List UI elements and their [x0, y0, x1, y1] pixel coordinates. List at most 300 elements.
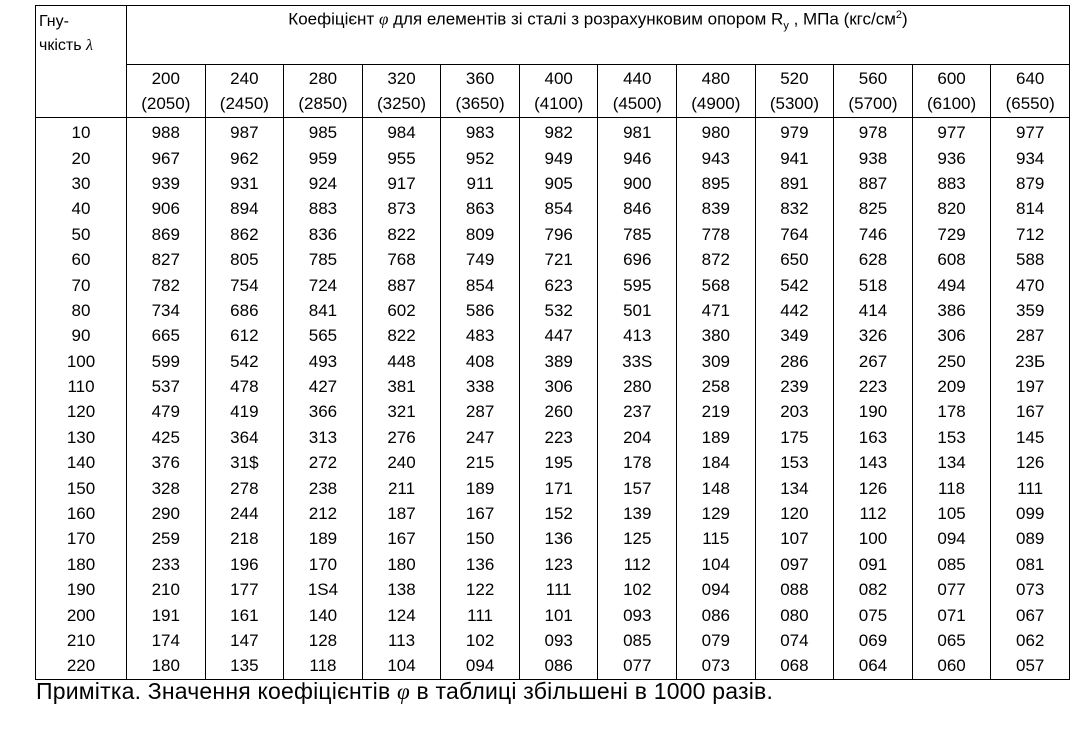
coefficient-cell: 931: [205, 171, 284, 196]
coefficient-cell: 104: [362, 653, 441, 679]
column-header-mpa: 280: [308, 69, 338, 88]
coefficient-cell: 413: [598, 323, 677, 348]
coefficient-cell: 259: [127, 526, 206, 551]
coefficient-cell: 809: [441, 222, 520, 247]
coefficient-cell: 094: [441, 653, 520, 679]
coefficient-cell: 240: [362, 450, 441, 475]
coefficient-cell: 872: [677, 247, 756, 272]
coefficient-cell: 917: [362, 171, 441, 196]
coefficient-cell: 153: [755, 450, 834, 475]
coefficient-cell: 854: [441, 272, 520, 297]
coefficient-cell: 980: [677, 118, 756, 146]
coefficient-cell: 879: [991, 171, 1070, 196]
coefficient-cell: 163: [834, 425, 913, 450]
coefficient-cell: 290: [127, 501, 206, 526]
slenderness-header-line1: Гну-: [39, 13, 69, 30]
coefficient-cell: 112: [598, 552, 677, 577]
column-header: [912, 65, 991, 118]
slenderness-cell: 40: [36, 196, 127, 221]
coefficient-cell: 237: [598, 399, 677, 424]
coefficient-cell: 094: [677, 577, 756, 602]
coefficient-cell: 665: [127, 323, 206, 348]
coefficient-cell: 900: [598, 171, 677, 196]
coefficient-cell: 863: [441, 196, 520, 221]
coefficient-cell: 180: [362, 552, 441, 577]
coefficient-cell: 696: [598, 247, 677, 272]
coefficient-cell: 628: [834, 247, 913, 272]
coefficient-cell: 170: [284, 552, 363, 577]
coefficient-cell: 210: [127, 577, 206, 602]
column-header-mpa: 360: [465, 69, 495, 88]
coefficient-cell: 057: [991, 653, 1070, 679]
column-header-kgs: (4100): [534, 94, 584, 113]
coefficient-cell: 118: [284, 653, 363, 679]
coefficient-cell: 836: [284, 222, 363, 247]
column-header: [362, 65, 441, 118]
coefficient-cell: 887: [362, 272, 441, 297]
slenderness-cell: 80: [36, 298, 127, 323]
coefficient-cell: 080: [755, 602, 834, 627]
coefficient-cell: 586: [441, 298, 520, 323]
slenderness-cell: 170: [36, 526, 127, 551]
coefficient-cell: 978: [834, 118, 913, 146]
coefficient-cell: 941: [755, 145, 834, 170]
coefficient-cell: 612: [205, 323, 284, 348]
coefficient-cell: 215: [441, 450, 520, 475]
coefficient-cell: 189: [284, 526, 363, 551]
coefficient-cell: 359: [991, 298, 1070, 323]
coefficient-cell: 938: [834, 145, 913, 170]
coefficient-cell: 122: [441, 577, 520, 602]
column-header-kgs: (3650): [455, 94, 505, 113]
coefficient-cell: 099: [991, 501, 1070, 526]
coefficient-cell: 071: [912, 602, 991, 627]
column-header: [598, 65, 677, 118]
coefficient-cell: 157: [598, 475, 677, 500]
coefficient-cell: 081: [991, 552, 1070, 577]
coefficient-cell: 827: [127, 247, 206, 272]
title-part1: Коефіцієнт: [288, 9, 375, 29]
coefficient-cell: 785: [598, 222, 677, 247]
coefficient-cell: 328: [127, 475, 206, 500]
coefficient-cell: 313: [284, 425, 363, 450]
coefficient-cell: 123: [519, 552, 598, 577]
table-row: [36, 171, 1070, 196]
table-row: [36, 577, 1070, 602]
coefficient-cell: 211: [362, 475, 441, 500]
coefficient-cell: 785: [284, 247, 363, 272]
coefficient-cell: 724: [284, 272, 363, 297]
coefficient-cell: 148: [677, 475, 756, 500]
slenderness-cell: 210: [36, 628, 127, 653]
coefficient-cell: 854: [519, 196, 598, 221]
coefficient-cell: 067: [991, 602, 1070, 627]
coefficient-cell: 478: [205, 374, 284, 399]
table-row: [36, 552, 1070, 577]
coefficient-cell: 924: [284, 171, 363, 196]
coefficient-cell: 184: [677, 450, 756, 475]
coefficient-cell: 136: [441, 552, 520, 577]
coefficient-cell: 442: [755, 298, 834, 323]
coefficient-cell: 097: [755, 552, 834, 577]
coefficient-cell: 189: [677, 425, 756, 450]
coefficient-cell: 568: [677, 272, 756, 297]
coefficient-cell: 177: [205, 577, 284, 602]
table-row: [36, 222, 1070, 247]
coefficient-cell: 841: [284, 298, 363, 323]
coefficient-cell: 602: [362, 298, 441, 323]
coefficient-cell: 782: [127, 272, 206, 297]
coefficient-cell: 065: [912, 628, 991, 653]
coefficient-cell: 599: [127, 349, 206, 374]
title-part2: для елементів зі сталі з розрахунковим опором R: [393, 9, 784, 29]
coefficient-cell: 107: [755, 526, 834, 551]
table-row: [36, 272, 1070, 297]
coefficient-cell: 115: [677, 526, 756, 551]
coefficient-cell: 952: [441, 145, 520, 170]
slenderness-header-line2: чкість: [39, 37, 82, 54]
coefficient-cell: 532: [519, 298, 598, 323]
coefficient-cell: 260: [519, 399, 598, 424]
coefficient-cell: 883: [284, 196, 363, 221]
coefficient-cell: 105: [912, 501, 991, 526]
coefficient-cell: 967: [127, 145, 206, 170]
slenderness-cell: 20: [36, 145, 127, 170]
coefficient-cell: 088: [755, 577, 834, 602]
coefficient-cell: 814: [991, 196, 1070, 221]
coefficient-cell: 073: [677, 653, 756, 679]
title-part3: , МПа (кгс/см: [793, 9, 896, 29]
coefficient-cell: 887: [834, 171, 913, 196]
coefficient-cell: 111: [991, 475, 1070, 500]
slenderness-cell: 120: [36, 399, 127, 424]
coefficient-cell: 223: [519, 425, 598, 450]
column-header-kgs: (6550): [1005, 94, 1055, 113]
coefficient-cell: 167: [362, 526, 441, 551]
coefficient-cell: 734: [127, 298, 206, 323]
coefficient-cell: 171: [519, 475, 598, 500]
coefficient-cell: 267: [834, 349, 913, 374]
coefficient-cell: 33S: [598, 349, 677, 374]
coefficient-cell: 280: [598, 374, 677, 399]
coefficient-cell: 749: [441, 247, 520, 272]
coefficient-cell: 100: [834, 526, 913, 551]
coefficient-cell: 729: [912, 222, 991, 247]
column-header-mpa: 240: [230, 69, 259, 88]
coefficient-cell: 101: [519, 602, 598, 627]
coefficient-cell: 153: [912, 425, 991, 450]
coefficient-cell: 846: [598, 196, 677, 221]
coefficient-cell: 979: [755, 118, 834, 146]
slenderness-cell: 150: [36, 475, 127, 500]
coefficient-cell: 134: [912, 450, 991, 475]
coefficient-cell: 204: [598, 425, 677, 450]
coefficient-cell: 891: [755, 171, 834, 196]
coefficient-cell: 911: [441, 171, 520, 196]
column-header-mpa: 640: [1015, 69, 1045, 88]
table-body: [36, 118, 1070, 680]
coefficient-cell: 152: [519, 501, 598, 526]
coefficient-cell: 112: [834, 501, 913, 526]
column-header-mpa: 400: [544, 69, 573, 88]
column-header: [441, 65, 520, 118]
coefficient-cell: 988: [127, 118, 206, 146]
coefficient-cell: 650: [755, 247, 834, 272]
table-row: [36, 425, 1070, 450]
coefficient-cell: 104: [677, 552, 756, 577]
coefficient-cell: 832: [755, 196, 834, 221]
table-row: [36, 349, 1070, 374]
coefficient-cell: 386: [912, 298, 991, 323]
coefficient-cell: 089: [991, 526, 1070, 551]
coefficient-cell: 091: [834, 552, 913, 577]
coefficient-cell: 178: [912, 399, 991, 424]
coefficient-cell: 085: [598, 628, 677, 653]
table-row: [36, 298, 1070, 323]
column-header-mpa: 200: [151, 69, 180, 88]
coefficient-table-sheet: [35, 5, 1070, 680]
coefficient-cell: 079: [677, 628, 756, 653]
column-header: [519, 65, 598, 118]
coefficient-cell: 906: [127, 196, 206, 221]
slenderness-header: [36, 6, 127, 118]
coefficient-cell: 187: [362, 501, 441, 526]
coefficient-cell: 895: [677, 171, 756, 196]
column-header-mpa: 560: [858, 69, 888, 88]
coefficient-cell: 147: [205, 628, 284, 653]
coefficient-cell: 981: [598, 118, 677, 146]
coefficient-cell: 126: [834, 475, 913, 500]
note-text-after: в таблиці збільшені в 1000 разів.: [416, 678, 774, 704]
coefficient-cell: 197: [991, 374, 1070, 399]
coefficient-cell: 686: [205, 298, 284, 323]
coefficient-cell: 754: [205, 272, 284, 297]
coefficient-cell: 23Б: [991, 349, 1070, 374]
coefficient-cell: 093: [519, 628, 598, 653]
slenderness-cell: 60: [36, 247, 127, 272]
coefficient-table: [35, 5, 1070, 680]
column-header-kgs: (5300): [769, 94, 819, 113]
coefficient-cell: 238: [284, 475, 363, 500]
table-row: [36, 323, 1070, 348]
coefficient-cell: 203: [755, 399, 834, 424]
coefficient-cell: 321: [362, 399, 441, 424]
coefficient-cell: 129: [677, 501, 756, 526]
coefficient-cell: 825: [834, 196, 913, 221]
column-header: [991, 65, 1070, 118]
slenderness-cell: 90: [36, 323, 127, 348]
column-header-mpa: 320: [387, 69, 416, 88]
table-row: [36, 399, 1070, 424]
coefficient-cell: 414: [834, 298, 913, 323]
slenderness-cell: 190: [36, 577, 127, 602]
coefficient-cell: 174: [127, 628, 206, 653]
coefficient-cell: 862: [205, 222, 284, 247]
coefficient-cell: 712: [991, 222, 1070, 247]
coefficient-cell: 233: [127, 552, 206, 577]
coefficient-cell: 111: [441, 602, 520, 627]
coefficient-cell: 905: [519, 171, 598, 196]
coefficient-cell: 212: [284, 501, 363, 526]
coefficient-cell: 381: [362, 374, 441, 399]
coefficient-cell: 721: [519, 247, 598, 272]
coefficient-cell: 209: [912, 374, 991, 399]
column-header-mpa: 600: [937, 69, 966, 88]
title-part4: ): [902, 9, 908, 29]
note-text-before: Примітка. Значення коефіцієнтів: [36, 678, 391, 704]
coefficient-cell: 175: [755, 425, 834, 450]
coefficient-cell: 839: [677, 196, 756, 221]
coefficient-cell: 093: [598, 602, 677, 627]
coefficient-cell: 479: [127, 399, 206, 424]
coefficient-cell: 074: [755, 628, 834, 653]
coefficient-cell: 077: [598, 653, 677, 679]
coefficient-cell: 102: [598, 577, 677, 602]
slenderness-cell: 200: [36, 602, 127, 627]
coefficient-cell: 448: [362, 349, 441, 374]
coefficient-cell: 286: [755, 349, 834, 374]
coefficient-cell: 219: [677, 399, 756, 424]
column-header-mpa: 440: [623, 69, 652, 88]
coefficient-cell: 086: [519, 653, 598, 679]
slenderness-cell: 130: [36, 425, 127, 450]
coefficient-cell: 943: [677, 145, 756, 170]
coefficient-cell: 984: [362, 118, 441, 146]
coefficient-cell: 542: [205, 349, 284, 374]
slenderness-cell: 110: [36, 374, 127, 399]
coefficient-cell: 768: [362, 247, 441, 272]
column-header-kgs: (2850): [298, 94, 348, 113]
coefficient-cell: 326: [834, 323, 913, 348]
coefficient-cell: 494: [912, 272, 991, 297]
phi-symbol: φ: [378, 9, 389, 29]
coefficient-cell: 746: [834, 222, 913, 247]
slenderness-cell: 220: [36, 653, 127, 679]
coefficient-cell: 124: [362, 602, 441, 627]
coefficient-cell: 118: [912, 475, 991, 500]
coefficient-cell: 139: [598, 501, 677, 526]
coefficient-cell: 493: [284, 349, 363, 374]
slenderness-cell: 180: [36, 552, 127, 577]
column-header-kgs: (2450): [219, 94, 269, 113]
coefficient-cell: 796: [519, 222, 598, 247]
coefficient-cell: 239: [755, 374, 834, 399]
column-header: [205, 65, 284, 118]
coefficient-cell: 1S4: [284, 577, 363, 602]
slenderness-cell: 100: [36, 349, 127, 374]
coefficient-cell: 389: [519, 349, 598, 374]
coefficient-cell: 518: [834, 272, 913, 297]
coefficient-cell: 077: [912, 577, 991, 602]
coefficient-cell: 167: [991, 399, 1070, 424]
table-row: [36, 475, 1070, 500]
coefficient-cell: 977: [991, 118, 1070, 146]
coefficient-cell: 869: [127, 222, 206, 247]
coefficient-cell: 588: [991, 247, 1070, 272]
coefficient-cell: 471: [677, 298, 756, 323]
table-row: [36, 247, 1070, 272]
coefficient-cell: 136: [519, 526, 598, 551]
coefficient-cell: 778: [677, 222, 756, 247]
coefficient-cell: 447: [519, 323, 598, 348]
coefficient-cell: 218: [205, 526, 284, 551]
slenderness-cell: 160: [36, 501, 127, 526]
coefficient-cell: 196: [205, 552, 284, 577]
coefficient-cell: 276: [362, 425, 441, 450]
coefficient-cell: 073: [991, 577, 1070, 602]
coefficient-cell: 086: [677, 602, 756, 627]
note-phi-symbol: φ: [396, 679, 410, 704]
coefficient-cell: 140: [284, 602, 363, 627]
coefficient-cell: 31$: [205, 450, 284, 475]
coefficient-cell: 822: [362, 222, 441, 247]
coefficient-cell: 565: [284, 323, 363, 348]
coefficient-cell: 338: [441, 374, 520, 399]
coefficient-cell: 309: [677, 349, 756, 374]
table-row: [36, 628, 1070, 653]
coefficient-cell: 542: [755, 272, 834, 297]
column-header-mpa: 480: [701, 69, 731, 88]
table-row: [36, 526, 1070, 551]
coefficient-cell: 306: [519, 374, 598, 399]
coefficient-cell: 195: [519, 450, 598, 475]
coefficient-cell: 349: [755, 323, 834, 348]
coefficient-cell: 287: [441, 399, 520, 424]
column-header-kgs: (4500): [612, 94, 662, 113]
coefficient-cell: 145: [991, 425, 1070, 450]
coefficient-cell: 287: [991, 323, 1070, 348]
coefficient-cell: 939: [127, 171, 206, 196]
coefficient-cell: 959: [284, 145, 363, 170]
coefficient-cell: 062: [991, 628, 1070, 653]
table-row: [36, 374, 1070, 399]
coefficient-cell: 069: [834, 628, 913, 653]
column-header-kgs: (5700): [848, 94, 898, 113]
coefficient-cell: 113: [362, 628, 441, 653]
table-title: [127, 6, 1070, 65]
coefficient-cell: 982: [519, 118, 598, 146]
table-row: [36, 501, 1070, 526]
title-superscript: 2: [895, 9, 903, 21]
coefficient-cell: 985: [284, 118, 363, 146]
coefficient-cell: 977: [912, 118, 991, 146]
column-header-kgs: (3250): [376, 94, 427, 113]
coefficient-cell: 470: [991, 272, 1070, 297]
coefficient-cell: 764: [755, 222, 834, 247]
coefficient-cell: 250: [912, 349, 991, 374]
coefficient-cell: 258: [677, 374, 756, 399]
coefficient-cell: 936: [912, 145, 991, 170]
coefficient-cell: 501: [598, 298, 677, 323]
coefficient-cell: 125: [598, 526, 677, 551]
coefficient-cell: 134: [755, 475, 834, 500]
coefficient-cell: 983: [441, 118, 520, 146]
coefficient-cell: 608: [912, 247, 991, 272]
coefficient-cell: 068: [755, 653, 834, 679]
coefficient-cell: 272: [284, 450, 363, 475]
coefficient-cell: 060: [912, 653, 991, 679]
table-row: [36, 145, 1070, 170]
coefficient-cell: 143: [834, 450, 913, 475]
coefficient-cell: 873: [362, 196, 441, 221]
coefficient-cell: 820: [912, 196, 991, 221]
column-header: [677, 65, 756, 118]
table-row: [36, 196, 1070, 221]
coefficient-cell: 934: [991, 145, 1070, 170]
coefficient-cell: 102: [441, 628, 520, 653]
table-row: [36, 450, 1070, 475]
coefficient-cell: 483: [441, 323, 520, 348]
